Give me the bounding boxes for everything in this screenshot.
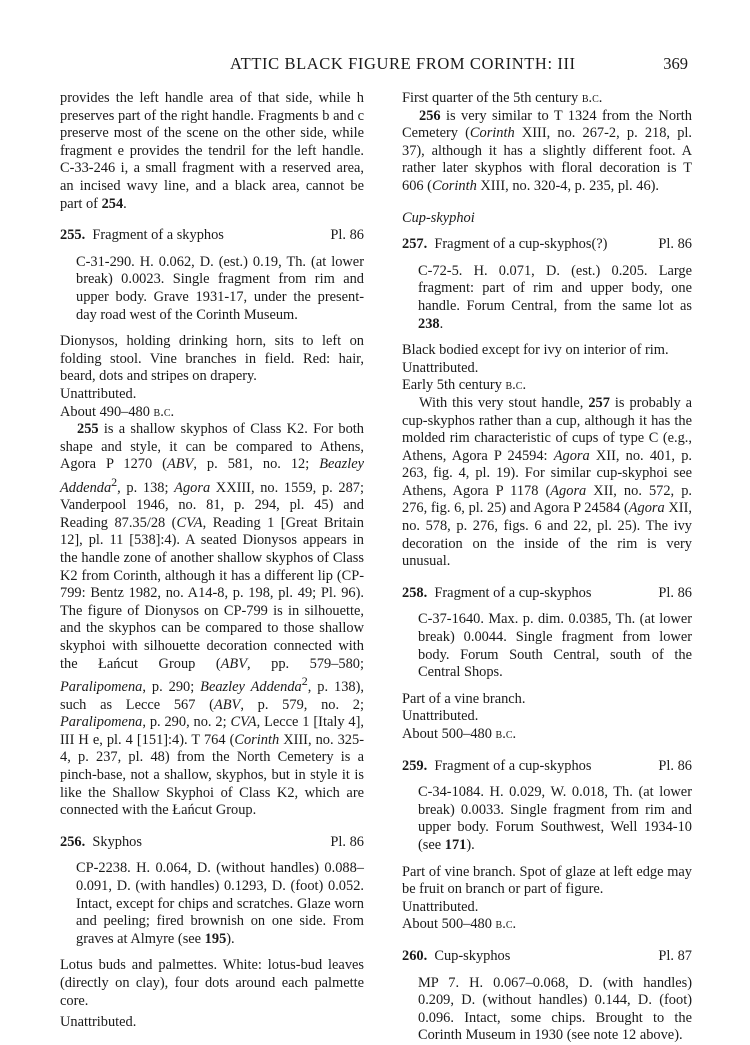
entry-number: 255. bbox=[60, 227, 86, 244]
entry-257-discussion: With this very stout handle, 257 is probably a cup-skyphos rather than a cup, although it has the molded rim characteristic of cups of type C (e.g., Athens, Agora P 24594: Agora XII, no. 401, p. 263, fig. 4, pl. 19). For similar cup-skyphoi see Athens, Agora P 1178 (Agora XII, no. 572, p. 276, fig. 6, pl. 25) and Agora P 24584 (Agora XII, no. 578, p. 276, figs. 6 and 22, pl. 25). The ivy decoration on the inside of the rim is very unusual. bbox=[402, 394, 693, 570]
entry-number: 259. bbox=[402, 757, 428, 774]
entry-256-discussion: 256 is very similar to T 1324 from the North Cemetery (Corinth XIII, no. 267-2, p. 218, pl. 37), although it has a slightly different foot. A rather later skyphos with floral decoration is T 606 (Corinth XIII, no. 320-4, p. 235, pl. 46). bbox=[402, 107, 692, 194]
entry-256-date: First quarter of the 5th century b.c. bbox=[402, 90, 603, 106]
running-title: ATTIC BLACK FIGURE FROM CORINTH: III bbox=[230, 54, 576, 73]
left-column bbox=[60, 90, 364, 1032]
entry-258-heading bbox=[402, 585, 692, 603]
entry-258-scene: Part of a vine branch. bbox=[402, 690, 526, 707]
entry-258-description: C-37-1640. Max. p. dim. 0.0385, Th. (at lower break) 0.0044. Single fragment from lower body. Forum South Central, south of the Central Shops. bbox=[418, 611, 692, 681]
entry-title: Cup-skyphos bbox=[434, 947, 511, 964]
entry-257-scene: Black bodied except for ivy on interior of rim. bbox=[402, 342, 669, 359]
entry-256-scene: Lotus buds and palmettes. White: lotus-bud leaves (directly on clay), four dots around each palmette core. bbox=[60, 957, 364, 1009]
entry-257-heading bbox=[402, 236, 692, 254]
entry-title: Fragment of a cup-skyphos(?) bbox=[434, 236, 608, 253]
entry-number: 260. bbox=[402, 947, 428, 964]
entry-257-date: Early 5th century b.c. bbox=[402, 377, 527, 394]
plate-ref: Pl. 87 bbox=[658, 947, 692, 964]
right-column bbox=[402, 90, 692, 1045]
entry-255-description: C-31-290. H. 0.062, D. (est.) 0.19, Th. (at lower break) 0.0023. Single fragment from rim and upper body. Grave 1931-17, under the present-day road west of the Corinth Museum. bbox=[76, 253, 364, 323]
entry-number: 256. bbox=[60, 833, 86, 850]
entry-257-attribution: Unattributed. bbox=[402, 359, 479, 376]
entry-255-scene: Dionysos, holding drinking horn, sits to left on folding stool. Vine branches in field. Red: hair, beard, dots and stripes on drapery. bbox=[60, 333, 364, 385]
entry-255-attribution: Unattributed. bbox=[60, 385, 137, 402]
entry-255-heading bbox=[60, 227, 364, 245]
entry-254-continuation: provides the left handle area of that side, while h preserves part of the right handle. Fragments b and c preserve most of the scene on the other side, while fragment e provides the tendril for the left handle. C-33-246 i, a small fragment with a reserved area, an incised wavy line, and a black area, cannot be part of 254. bbox=[60, 90, 364, 212]
page-header bbox=[0, 54, 750, 78]
entry-258-date: About 500–480 b.c. bbox=[402, 726, 517, 742]
entry-258-attribution: Unattributed. bbox=[402, 708, 479, 725]
entry-256-heading bbox=[60, 834, 364, 852]
plate-ref: Pl. 86 bbox=[658, 584, 692, 601]
entry-259-date: About 500–480 b.c. bbox=[402, 916, 517, 933]
entry-title: Fragment of a cup-skyphos bbox=[434, 757, 592, 774]
entry-255-date: About 490–480 b.c. bbox=[60, 403, 175, 420]
plate-ref: Pl. 86 bbox=[330, 833, 364, 850]
entry-number: 258. bbox=[402, 584, 428, 601]
entry-257-description: C-72-5. H. 0.071, D. (est.) 0.205. Large fragment: part of rim and upper body, one handle. Forum Central, from the same lot as 238. bbox=[418, 262, 692, 332]
page-number: 369 bbox=[663, 54, 688, 73]
entry-title: Skyphos bbox=[92, 833, 142, 850]
section-heading: Cup-skyphoi bbox=[402, 209, 475, 226]
entry-title: Fragment of a skyphos bbox=[92, 227, 224, 244]
plate-ref: Pl. 86 bbox=[330, 227, 364, 244]
entry-255-discussion: 255 is a shallow skyphos of Class K2. For both shape and style, it can be compared to Athens, Agora P 1270 (ABV, p. 581, no. 12; Beazley Addenda$^2$, p. 138; Agora XXIII, no. 1559, p. 287; Vanderpool 1946, no. 81, p. 294, pl. 45) and Reading 87.35/28 (CVA, Reading 1 [Great Britain 12], pl. 11 [538]:4). A seated Dionysos appears in the handle zone of another shallow skyphos of Class K2 from Corinth, although it has a different lip (CP-799: Bentz 1982, no. A14-8, p. 198, pl. 49; Pl. 96). The figure of Dionysos on CP-799 is in silhouette, and the skyphos can be compared to those shallow skyphoi with silhouette decoration connected with the Łańcut Group (ABV, pp. 579–580; Paralipomena, p. 290; Beazley Addenda$^2$, p. 138), such as Lecce 567 (ABV, p. 579, no. 2; Paralipomena, p. 290, no. 2; CVA, Lecce 1 [Italy 4], III H e, pl. 4 [151]:4). T 764 (Corinth XIII, no. 325-4, p. 237, pl. 48) from the North Cemetery is a pinch-base, not a shallow, skyphos, but in style it is like the Shallow Skyphoi of Class K2, which are connected with the Łańcut Group. bbox=[60, 421, 364, 819]
entry-260-description: MP 7. H. 0.067–0.068, D. (with handles) 0.209, D. (without handles) 0.144, D. (foot) 0.096. Intact, some chips. Brought to the Corinth Museum in 1930 (see note 12 above). bbox=[418, 974, 692, 1044]
plate-ref: Pl. 86 bbox=[658, 757, 692, 774]
entry-256-attribution: Unattributed. bbox=[60, 1014, 137, 1031]
entry-259-scene: Part of vine branch. Spot of glaze at left edge may be fruit on branch or part of figure. bbox=[402, 863, 692, 898]
plate-ref: Pl. 86 bbox=[658, 236, 692, 253]
catalogue-ref: 254 bbox=[101, 195, 124, 212]
entry-259-heading bbox=[402, 758, 692, 776]
entry-256-description: CP-2238. H. 0.064, D. (without handles) 0.088–0.091, D. (with handles) 0.1293, D. (foot) 0.052. Intact, except for chips and scratches. Glaze worn and peeling; fired brownish on one side. From graves at Almyre (see 195). bbox=[76, 860, 364, 947]
entry-260-heading bbox=[402, 948, 692, 966]
entry-259-description: C-34-1084. H. 0.029, W. 0.018, Th. (at lower break) 0.0033. Single fragment from rim and upper body. Forum Southwest, Well 1934-10 (see 171). bbox=[418, 784, 692, 853]
entry-title: Fragment of a cup-skyphos bbox=[434, 584, 592, 601]
entry-number: 257. bbox=[402, 236, 428, 253]
entry-259-attribution: Unattributed. bbox=[402, 898, 479, 915]
